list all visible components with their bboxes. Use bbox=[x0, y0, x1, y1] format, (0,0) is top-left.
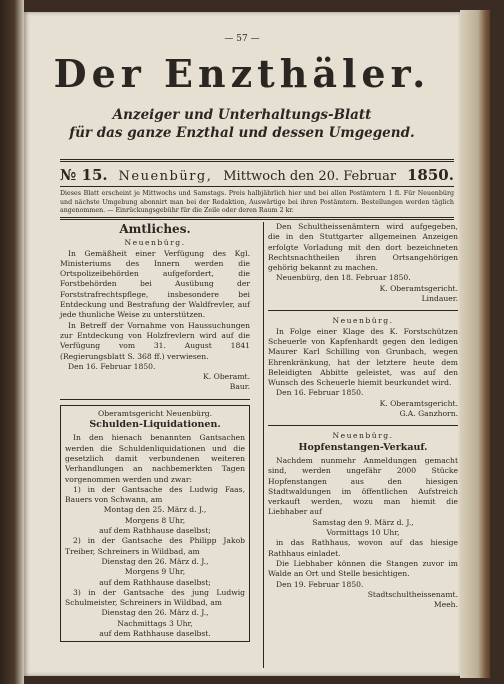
dateline-rule bbox=[60, 186, 454, 187]
masthead-rule-top-2 bbox=[60, 161, 454, 162]
masthead-title: Der Enzthäler. bbox=[53, 51, 431, 96]
issue-year: 1850. bbox=[406, 166, 454, 184]
signature-office: Stadtschultheissenamt. bbox=[367, 589, 458, 599]
page-number: — 57 — bbox=[224, 34, 260, 44]
article-place: Neuenbürg. bbox=[332, 431, 394, 441]
issue-date: Mittwoch den 20. Februar bbox=[223, 169, 397, 184]
newspaper-page bbox=[24, 12, 460, 676]
article-heading: Schulden-Liquidationen. bbox=[89, 419, 221, 431]
article-separator bbox=[268, 425, 458, 426]
list-item: 2) in der Gantsache des Philipp Jakob Treiber, Schreiners in Wildbad, am bbox=[65, 536, 245, 556]
article-heading: Hopfenstangen-Verkauf. bbox=[298, 441, 428, 453]
list-item: 1) in der Gantsache des Ludwig Faas, Bauers von Schwann, am bbox=[65, 484, 245, 505]
article-paragraph: in das Rathhaus, wovon auf das hiesige Rathhaus einladet. bbox=[268, 538, 458, 558]
list-item-date: Montag den 25. März d. J., bbox=[103, 505, 207, 515]
article-place: Neuenbürg. bbox=[124, 238, 186, 248]
liquidation-box bbox=[60, 405, 250, 643]
list-item-time: Nachmittags 3 Uhr, bbox=[117, 618, 193, 628]
issue-number: № 15. bbox=[60, 166, 108, 184]
subtitle-line-2: für das ganze Enzthal und dessen Umgegend. bbox=[69, 125, 415, 141]
article-paragraph: In Betreff der Vornahme von Haussuchungen zur Entdeckung von Holzfrevlern wird auf die Verfügung vom 31. August 1841 (Regierungsblatt S. 368 ff.) verwiesen. bbox=[60, 320, 250, 361]
signature-name: Meeh. bbox=[433, 600, 458, 610]
list-item-date: Dienstag den 26. März d. J., bbox=[101, 608, 209, 618]
article-paragraph: Nachdem nunmehr Anmeldungen gemacht sind, werden ungefähr 2000 Stücke Hopfenstangen aus den hiesigen Stadtwaldungen im öffentlichen Aufstreich verkauft werden, wozu man hiemit die Liebhaber auf bbox=[268, 455, 458, 517]
signature-office: K. Oberamtsgericht. bbox=[379, 283, 458, 293]
list-item-date: Dienstag den 26. März d. J., bbox=[101, 556, 209, 566]
article-place: Neuenbürg. bbox=[332, 316, 394, 326]
list-item-place: auf dem Rathhause daselbst; bbox=[99, 577, 211, 587]
signature-office: K. Oberamt. bbox=[203, 372, 250, 382]
article-date: Neuenbürg, den 18. Februar 1850. bbox=[276, 273, 411, 283]
list-item-place: auf dem Rathhause daselbst; bbox=[99, 526, 211, 536]
signature-office: K. Oberamtsgericht. bbox=[379, 398, 458, 408]
article-date: Den 16. Februar 1850. bbox=[276, 388, 364, 398]
subscription-notice: Dieses Blatt erscheint je Mittwochs und Samstags. Preis halbjährlich hier und bei allen Postämtern 1 fl. Für Neuenbürg und nächste Umgebung abonnirt man bei der Redaktion, Auswärtige bei ihren Postämtern. Bestellungen werden täglich angenommen. — Einrückungsgebühr für die Zeile oder deren Raum 2 kr. bbox=[60, 190, 454, 215]
article-paragraph: Den Schultheissenämtern wird aufgegeben, die in den Stuttgarter allgemeinen Anzeigen erfolgte Vorladung mit den dort bezeichneten Rechtsnachtheilen ihren Ortsangehörigen gehörig bekannt zu machen. bbox=[268, 222, 458, 273]
left-column bbox=[60, 222, 250, 642]
list-item-place: auf dem Rathhause daselbst. bbox=[99, 628, 211, 638]
book-gutter bbox=[0, 0, 24, 684]
signature-name: Lindauer. bbox=[421, 294, 458, 304]
sale-date: Samstag den 9. März d. J., bbox=[312, 517, 414, 527]
list-item-time: Morgens 9 Uhr, bbox=[124, 567, 186, 577]
page-edges bbox=[460, 10, 490, 678]
article-office: Oberamtsgericht Neuenbürg. bbox=[98, 408, 212, 418]
article-paragraph: In den hienach benannten Gantsachen werden die Schuldenliquidationen und die gesetzlich damit verbundenen weiteren Verhandlungen an nachbemerkten Tagen vorgenommen werden und zwar: bbox=[65, 433, 245, 484]
article-date: Den 19. Februar 1850. bbox=[276, 579, 364, 589]
column-divider bbox=[263, 222, 264, 668]
subtitle-line-1: Anzeiger und Unterhaltungs-Blatt bbox=[112, 107, 372, 123]
article-paragraph: In Gemäßheit einer Verfügung des Kgl. Ministeriums des Innern werden die Ortspolizeibehörden aufgefordert, die Forstbehörden bei Ausübung der Forststrafrechtspflege, insbesondere bei Entdeckung und Bestrafung der Waldfrevler, auf jede thunliche Weise zu unterstützen. bbox=[60, 248, 250, 320]
issue-place: Neuenbürg, bbox=[118, 169, 213, 184]
issue-dateline bbox=[60, 166, 454, 184]
article-date: Den 16. Februar 1850. bbox=[68, 361, 156, 371]
sale-time: Vormittags 10 Uhr, bbox=[326, 528, 400, 538]
article-paragraph: In Folge einer Klage des K. Forstschützen Scheuerle von Kapfenhardt gegen den ledigen Maurer Karl Schilling von Grunbach, wegen Ehrenkränkung, hat der letztere heute dem Beleidigten Abbitte geleistet, was auf den Wunsch des Scheuerle hiemit beurkundet wird. bbox=[268, 326, 458, 388]
article-paragraph: Die Liebhaber können die Stangen zuvor im Walde an Ort und Stelle besichtigen. bbox=[268, 558, 458, 579]
masthead-rule-top bbox=[60, 159, 454, 160]
notice-rule-2 bbox=[60, 219, 454, 220]
signature-name: G.A. Ganzhorn. bbox=[399, 409, 458, 419]
list-item-time: Morgens 8 Uhr, bbox=[124, 515, 186, 525]
right-column bbox=[268, 222, 458, 610]
article-separator bbox=[60, 399, 250, 400]
section-heading: Amtliches. bbox=[119, 222, 191, 236]
list-item: 3) in der Gantsache des jung Ludwig Schulmeister, Schreiners in Wildbad, am bbox=[65, 587, 245, 608]
notice-rule bbox=[60, 217, 454, 218]
signature-name: Baur. bbox=[229, 382, 250, 392]
article-separator bbox=[268, 310, 458, 311]
